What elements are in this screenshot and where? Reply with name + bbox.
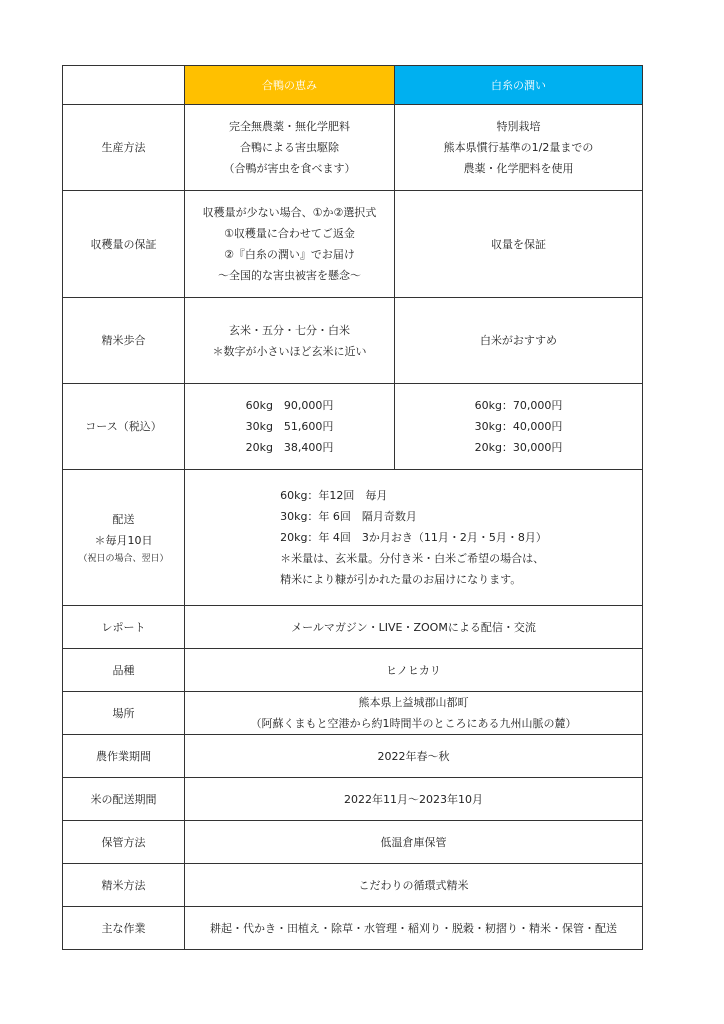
delivery-day: ＊毎月10日	[94, 533, 153, 547]
cell-delivery-merged	[185, 470, 643, 606]
text-line: 農薬・化学肥料を使用	[463, 162, 574, 175]
text-line: 60kg：年12回 毎月	[280, 489, 388, 502]
cell-value: 耕起・代かき・田植え・除草・水管理・稲刈り・脱穀・籾摺り・精米・保管・配送	[185, 907, 643, 950]
text-line: 20kg：年 4回 3か月おき（11月・2月・5月・8月）	[280, 531, 547, 544]
text-line: 熊本県慣行基準の1/2量までの	[443, 141, 594, 154]
cell-value: こだわりの循環式精米	[185, 864, 643, 907]
price-line: 30kg 51,600円	[245, 420, 334, 433]
price-line: 60kg：70,000円	[474, 399, 563, 412]
row-polish-ratio	[63, 298, 643, 384]
price-line: 20kg 38,400円	[245, 441, 334, 454]
price-line: 60kg 90,000円	[245, 399, 334, 412]
row-label: 農作業期間	[63, 735, 185, 778]
row-label: 生産方法	[63, 105, 185, 191]
text-line: （合鴨が害虫を食べます）	[223, 162, 356, 175]
row-guarantee	[63, 191, 643, 298]
row-label: 保管方法	[63, 821, 185, 864]
row-label: レポート	[63, 606, 185, 649]
header-aigamo: 合鴨の恵み	[185, 66, 395, 105]
text-line: ～全国的な害虫被害を懸念～	[218, 269, 361, 282]
text-line: ②『白糸の潤い』でお届け	[224, 248, 355, 261]
text-line: 熊本県上益城郡山都町	[358, 696, 469, 709]
cell-aigamo	[185, 191, 395, 298]
row-label: 場所	[63, 692, 185, 735]
row-label: 収穫量の保証	[63, 191, 185, 298]
cell-value: ヒノヒカリ	[185, 649, 643, 692]
text-line: 合鴨による害虫駆除	[240, 141, 339, 154]
row-place	[63, 692, 643, 735]
row-label: 精米方法	[63, 864, 185, 907]
text-line: 収量を保証	[491, 237, 546, 251]
text-line: 精米により糠が引かれた量のお届けになります。	[280, 573, 522, 586]
cell-value: 低温倉庫保管	[185, 821, 643, 864]
cell-aigamo	[185, 105, 395, 191]
delivery-holiday-note: （祝日の場合、翌日）	[78, 553, 169, 564]
row-label: 米の配送期間	[63, 778, 185, 821]
header-empty-cell	[63, 66, 185, 105]
cell-aigamo	[185, 298, 395, 384]
text-line: ＊数字が小さいほど玄米に近い	[212, 344, 367, 358]
row-label: 品種	[63, 649, 185, 692]
cell-value: 2022年春～秋	[185, 735, 643, 778]
row-label: 精米歩合	[63, 298, 185, 384]
row-milling	[63, 864, 643, 907]
price-line: 20kg：30,000円	[474, 441, 563, 454]
cell-value: 2022年11月～2023年10月	[185, 778, 643, 821]
header-row	[63, 66, 643, 105]
cell-shiraito	[395, 105, 643, 191]
row-farming-period	[63, 735, 643, 778]
text-line: ①収穫量に合わせてご返金	[224, 227, 355, 240]
text-line: 収穫量が少ない場合、①か②選択式	[202, 206, 377, 219]
row-delivery	[63, 470, 643, 606]
text-line: 玄米・五分・七分・白米	[229, 323, 350, 337]
cell-shiraito	[395, 384, 643, 470]
cell-aigamo	[185, 384, 395, 470]
text-line: ＊米量は、玄米量。分付き米・白米ご希望の場合は、	[280, 552, 545, 565]
text-line: （阿蘇くまもと空港から約1時間半のところにある九州山脈の麓）	[250, 717, 577, 730]
row-work	[63, 907, 643, 950]
row-course	[63, 384, 643, 470]
row-variety	[63, 649, 643, 692]
cell-shiraito	[395, 191, 643, 298]
row-label: コース（税込）	[63, 384, 185, 470]
price-line: 30kg：40,000円	[474, 420, 563, 433]
text-line: 30kg：年 6回 隔月奇数月	[280, 510, 417, 523]
delivery-label: 配送	[112, 512, 135, 526]
row-delivery-period	[63, 778, 643, 821]
text-line: 完全無農薬・無化学肥料	[229, 120, 350, 133]
row-production	[63, 105, 643, 191]
row-label	[63, 470, 185, 606]
cell-shiraito	[395, 298, 643, 384]
row-report	[63, 606, 643, 649]
header-shiraito: 白糸の潤い	[395, 66, 643, 105]
cell-value	[185, 692, 643, 735]
row-storage	[63, 821, 643, 864]
row-label: 主な作業	[63, 907, 185, 950]
text-line: 特別栽培	[496, 120, 541, 133]
cell-value: メールマガジン・LIVE・ZOOMによる配信・交流	[185, 606, 643, 649]
rice-spec-table	[62, 65, 643, 950]
text-line: 白米がおすすめ	[479, 334, 558, 347]
